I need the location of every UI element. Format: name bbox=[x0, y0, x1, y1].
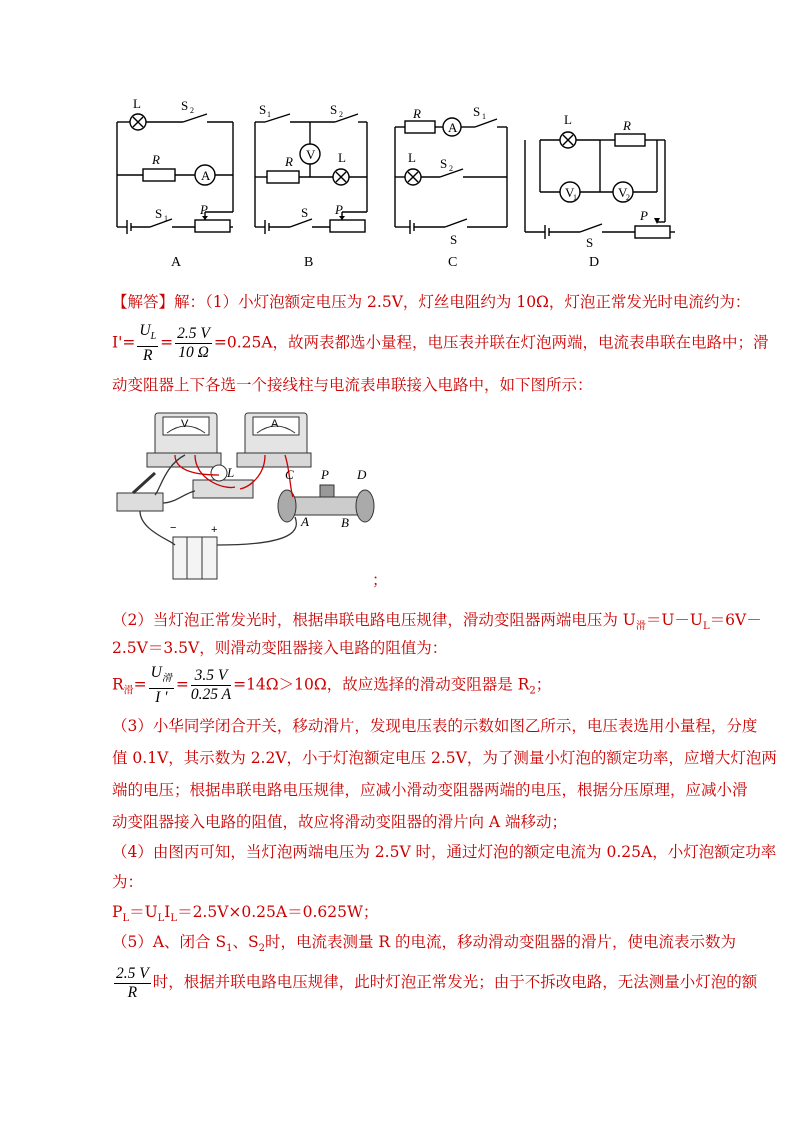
frac2-num: 2.5 V bbox=[177, 325, 210, 343]
p3-line-1: （3）小华同学闭合开关，移动滑片，发现电压表的示数如图乙所示，电压表选用小量程，分度 bbox=[112, 717, 758, 735]
p3-line-3: 端的电压；根据串联电路电压规律，应减小滑动变阻器两端的电压，根据分压原理，应减小滑 bbox=[112, 781, 748, 799]
frac1-num-sub: L bbox=[150, 331, 157, 343]
sub-2-b: 2 bbox=[339, 110, 343, 119]
p3-line-2: 值 0.1V，其示数为 2.2V，小于灯泡额定电压 2.5V，为了测量小灯泡的额定功率，应增大灯泡两 bbox=[112, 749, 777, 767]
sub-2-d: 2 bbox=[626, 193, 630, 202]
p4-l3-sub: L bbox=[122, 913, 130, 925]
label-s2-b: S bbox=[330, 102, 338, 117]
label-r-c: R bbox=[413, 106, 421, 121]
label-v1-d: V bbox=[565, 185, 575, 200]
p2-l3-eq: = bbox=[133, 675, 147, 694]
label-v2-d: V bbox=[618, 185, 628, 200]
label-r-b: R bbox=[285, 154, 293, 169]
p2-frac2-den: 0.25 A bbox=[190, 686, 232, 704]
p2-l3-sub: 滑 bbox=[123, 685, 134, 697]
label-s2-c: S bbox=[440, 156, 448, 171]
p2-l3-end: ； bbox=[535, 675, 552, 694]
p2-l1-sub2: L bbox=[703, 621, 710, 633]
fraction-2-5v-over-10ohm bbox=[175, 325, 212, 362]
p2-line-3: $R_滑=$ $\frac{U_滑}{I '}$ = $\frac{3.5 V}{0.25 A}$ =14Ω＞10Ω，故应选择的滑动变阻器是 $R_2$； bbox=[112, 664, 552, 707]
label-l-d: L bbox=[564, 112, 572, 127]
p1-suffix: =0.25A，故两表都选小量程，电压表并联在灯泡两端，电流表串联在电路中；滑 bbox=[213, 333, 769, 352]
answer-line-3: 动变阻器上下各选一个接线柱与电流表串联接入电路中，如下图所示： bbox=[112, 376, 593, 394]
p5-line-2 bbox=[112, 962, 757, 1002]
photo-label-d: D bbox=[357, 467, 367, 482]
frac1-den: R bbox=[143, 347, 153, 365]
photo-label-minus: − bbox=[170, 522, 177, 534]
sub-1-d: 1 bbox=[573, 193, 577, 202]
label-p-d: P bbox=[640, 208, 648, 223]
p2-l3-sub2: 2 bbox=[529, 685, 536, 697]
sub-2-a: 2 bbox=[190, 106, 194, 115]
p5-l1-c: 时，电流表测量 R 的电流，移动滑动变阻器的滑片，使电流表示数为 bbox=[264, 933, 737, 951]
battery-pack bbox=[173, 537, 217, 579]
photo-label-v: V bbox=[181, 418, 189, 430]
p4-line-3 bbox=[112, 902, 378, 929]
photo-label-b: B bbox=[341, 515, 349, 530]
label-s1-a: S bbox=[155, 206, 163, 221]
label-s2-a: S bbox=[181, 98, 189, 113]
circuit-a bbox=[117, 114, 233, 234]
p4-l3-sub3: L bbox=[170, 913, 178, 925]
label-s-c: S bbox=[450, 232, 458, 247]
p2-l1-b: ＝U－U bbox=[645, 611, 703, 629]
circuit-b bbox=[255, 114, 367, 234]
p5-l1-sub1: 1 bbox=[226, 943, 233, 955]
answer-line-2: I'= $\frac{U_L}{R}$ = $\frac{2.5 V}{10 \Omega}$ =0.25A，故两表都选小量程，电压表并联在灯泡两端，电流表串联在电路中；滑 bbox=[112, 322, 769, 365]
photo-label-p: P bbox=[321, 467, 329, 482]
label-p-a: P bbox=[200, 202, 208, 217]
p4-line-2: 为： bbox=[112, 873, 144, 891]
label-r-d: R bbox=[623, 118, 631, 133]
sub-1-c: 1 bbox=[482, 112, 486, 121]
circuit-diagrams bbox=[105, 92, 685, 272]
fraction-3-5v-over-0-25a bbox=[191, 667, 231, 704]
p2-frac2-num: 3.5 V bbox=[191, 667, 231, 686]
fraction-ul-over-r bbox=[137, 322, 158, 365]
p1-prefix: I'= bbox=[112, 333, 136, 352]
p2-line-1 bbox=[112, 610, 762, 637]
p5-l1-b: 、S bbox=[232, 933, 259, 951]
p4-l3-sub2: L bbox=[157, 913, 165, 925]
fraction-2-5v-over-r bbox=[114, 965, 151, 1002]
p5-l1-a: （5）A、闭合 S bbox=[112, 933, 227, 951]
circuit-d bbox=[525, 132, 675, 239]
p5-line-1 bbox=[112, 932, 736, 959]
switch-base bbox=[117, 493, 163, 511]
label-l-a: L bbox=[133, 96, 141, 111]
label-ammeter-c: A bbox=[448, 120, 458, 135]
answer-tag: 【解答】 bbox=[112, 293, 175, 311]
p5-l2-suffix: 时，根据并联电路电压规律，此时灯泡正常发光；由于不拆改电路，无法测量小灯泡的额 bbox=[152, 973, 758, 991]
sub-1-a: 1 bbox=[164, 214, 168, 223]
caption-a: A bbox=[171, 255, 182, 270]
sub-1-b: 1 bbox=[267, 110, 271, 119]
p4-l3-a: P bbox=[112, 903, 123, 921]
p2-l3-prefix: R bbox=[112, 675, 124, 694]
label-s1-c: S bbox=[473, 104, 481, 119]
caption-b: B bbox=[304, 255, 314, 270]
label-s1-b: S bbox=[259, 102, 267, 117]
label-s-b: S bbox=[301, 205, 309, 220]
label-r-a: R bbox=[152, 152, 160, 167]
apparatus-photo bbox=[115, 405, 395, 585]
p2-l1-sub: 滑 bbox=[635, 621, 646, 633]
photo-label-l: L bbox=[227, 465, 235, 480]
p3-line-4: 动变阻器接入电路的阻值，故应将滑动变阻器的滑片向 A 端移动； bbox=[112, 813, 568, 831]
photo-label-am: A bbox=[271, 418, 279, 430]
fraction-u-over-i bbox=[149, 664, 174, 707]
photo-label-a: A bbox=[301, 514, 309, 529]
lamp-holder bbox=[193, 480, 253, 498]
p5-frac-num: 2.5 V bbox=[116, 964, 149, 982]
p2-frac1-sub: 滑 bbox=[161, 673, 172, 685]
frac1-num: U bbox=[139, 322, 151, 339]
p5-l1-sub2: 2 bbox=[258, 943, 265, 955]
p4-l3-c: I bbox=[164, 903, 171, 921]
rheostat bbox=[285, 497, 365, 515]
p2-frac1-num: U bbox=[150, 664, 162, 681]
photo-semicolon: ； bbox=[372, 571, 388, 589]
label-voltmeter-b: V bbox=[306, 147, 316, 162]
sub-2-c: 2 bbox=[449, 164, 453, 173]
caption-d: D bbox=[589, 255, 600, 270]
caption-c: C bbox=[448, 255, 458, 270]
p2-l3-suffix: =14Ω＞10Ω，故应选择的滑动变阻器是 R bbox=[233, 675, 530, 694]
label-ammeter-a: A bbox=[201, 168, 211, 183]
p4-line-1: （4）由图丙可知，当灯泡两端电压为 2.5V 时，通过灯泡的额定电流为 0.25A，小灯泡额定功率 bbox=[112, 843, 777, 861]
photo-label-plus: + bbox=[211, 524, 218, 536]
frac2-den: 10 Ω bbox=[178, 344, 209, 362]
p2-line-2: 2.5V＝3.5V，则滑动变阻器接入电路的阻值为： bbox=[112, 639, 448, 657]
p2-l1-a: （2）当灯泡正常发光时，根据串联电路电压规律，滑动变阻器两端电压为 U bbox=[112, 611, 636, 629]
answer-line-1 bbox=[112, 292, 750, 312]
label-s-d: S bbox=[586, 235, 594, 250]
p2-frac1-den: I ' bbox=[155, 689, 168, 707]
p1-line1: 解：（1）小灯泡额定电压为 2.5V，灯丝电阻约为 10Ω，灯泡正常发光时电流约为： bbox=[174, 293, 751, 311]
label-l-b: L bbox=[338, 150, 346, 165]
p5-frac-den: R bbox=[127, 983, 138, 1001]
photo-label-c: C bbox=[285, 467, 294, 482]
circuit-c bbox=[395, 118, 507, 234]
p4-l3-b: ＝U bbox=[129, 903, 158, 921]
label-l-c: L bbox=[408, 150, 416, 165]
label-p-b: P bbox=[335, 202, 343, 217]
p4-l3-d: ＝2.5V×0.25A＝0.625W； bbox=[177, 903, 379, 921]
p2-l1-c: ＝6V－ bbox=[709, 611, 762, 629]
